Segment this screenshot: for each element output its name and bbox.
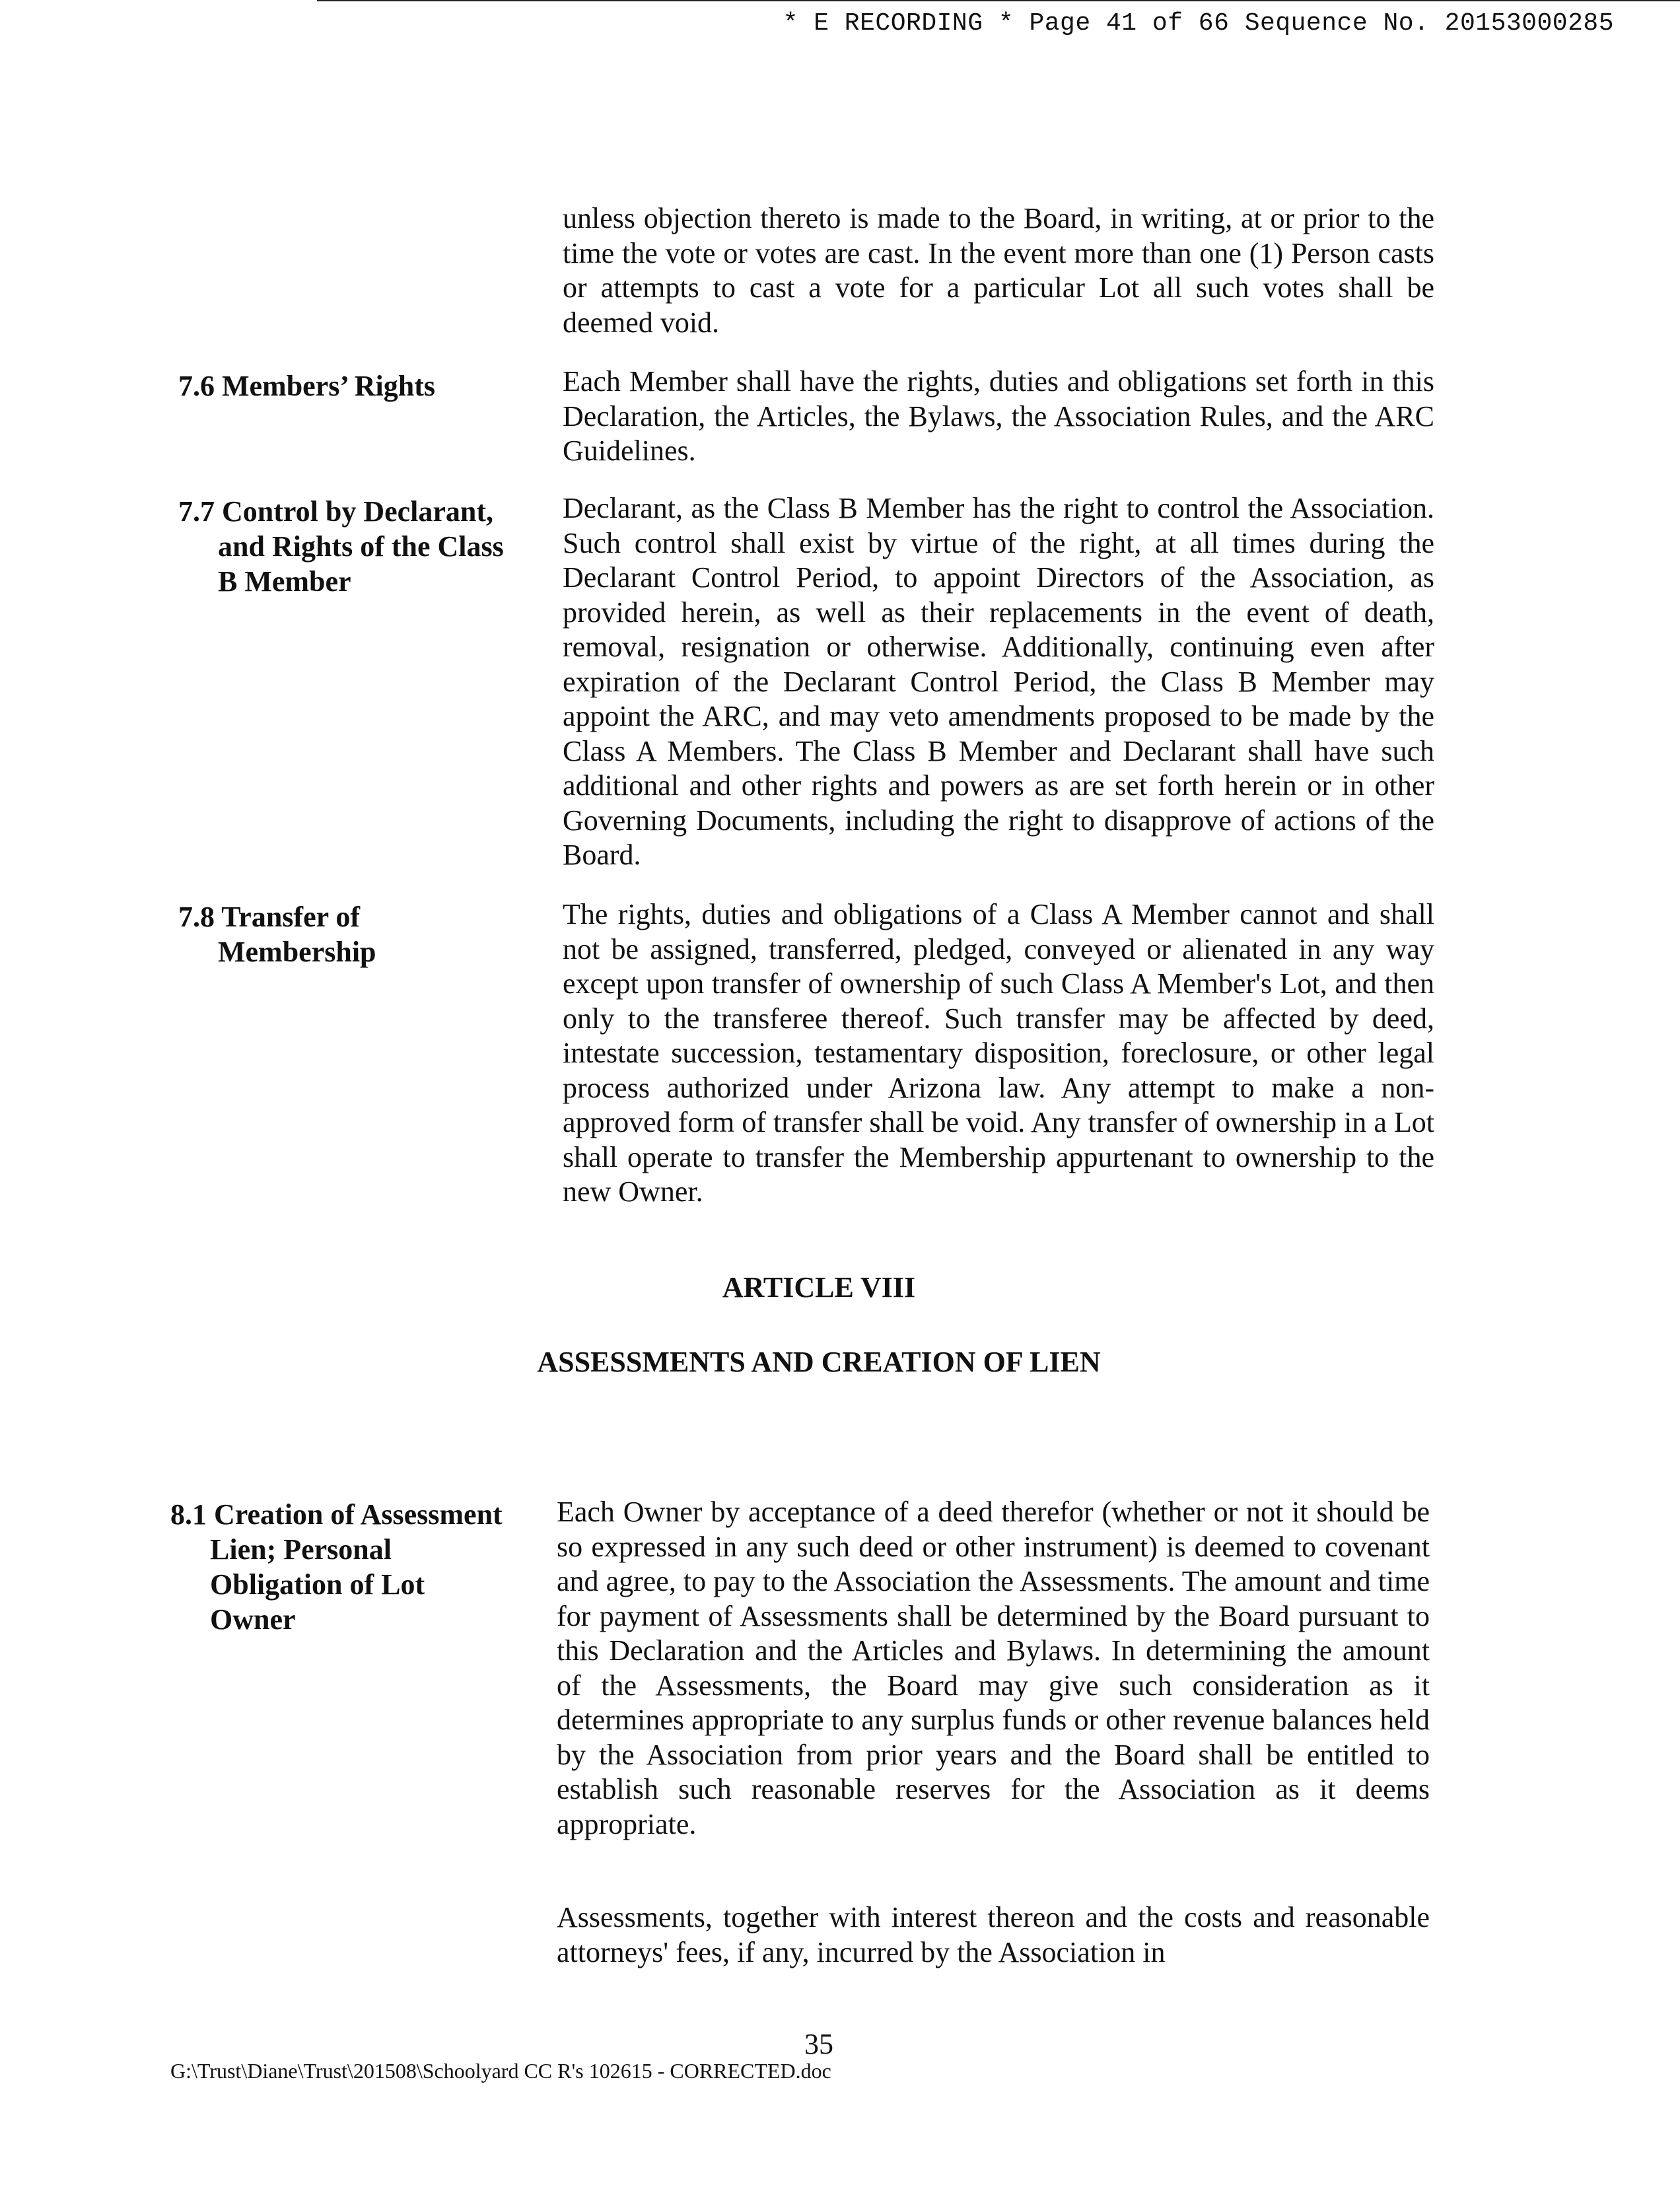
section-8-1-continuation: Assessments, together with interest thereon and the costs and reasonable attorneys' fees, if any, incurred by the Association in xyxy=(557,1901,1430,1968)
section-7-6-heading xyxy=(178,368,535,403)
heading-line: Lien; Personal xyxy=(210,1533,392,1566)
heading-line: Obligation of Lot xyxy=(210,1568,425,1601)
section-8-1-body: Each Owner by acceptance of a deed therefor (whether or not it should be so expressed in any such deed or other instrument) is deemed to covenant and agree, to pay to the Association the Assessments. The amount and time for payment of Assessments shall be determined by the Board pursuant to this Declaration and the Articles and Bylaws. In determining the amount of the Assessments, the Board may give such consideration as it determines appropriate to any surplus funds or other revenue balances held by the Association from prior years and the Board shall be entitled to establish such reasonable reserves for the Association as it deems appropriate. xyxy=(557,1496,1430,1840)
article-number: ARTICLE VIII xyxy=(722,1271,916,1303)
heading-line: and Rights of the Class xyxy=(218,530,504,563)
section-7-7-heading xyxy=(178,494,535,599)
heading-line: B Member xyxy=(218,565,351,598)
page-number: 35 xyxy=(804,2028,833,2060)
top-rule xyxy=(317,0,1680,1)
article-title: ASSESSMENTS AND CREATION OF LIEN xyxy=(537,1346,1101,1378)
section-7-8-body: The rights, duties and obligations of a Class A Member cannot and shall not be assigned, transferred, pledged, conveyed or alienated in any way except upon transfer of ownership of such Class A Member's Lot, and then only to the transferee thereof. Such transfer may be affected by deed, intestate succession, testamentary disposition, foreclosure, or other legal process authorized under Arizona law. Any attempt to make a non-approved form of transfer shall be void. Any transfer of ownership in a Lot shall operate to transfer the Membership appurtenant to ownership to the new Owner. xyxy=(563,898,1434,1208)
heading-line: Owner xyxy=(210,1603,296,1636)
heading-line: 8.1 Creation of Assessment xyxy=(170,1498,503,1531)
section-7-6-body: Each Member shall have the rights, duties and obligations set forth in this Declaration, the Articles, the Bylaws, the Association Rules, and the ARC Guidelines. xyxy=(563,365,1434,467)
heading-line: 7.8 Transfer of xyxy=(178,901,360,933)
section-7-7-body: Declarant, as the Class B Member has the right to control the Association. Such control shall exist by virtue of the right, at all times during the Declarant Control Period, to appoint Directors of the Association, as provided herein, as well as their replacements in the event of death, removal, resignation or otherwise. Additionally, continuing even after expiration of the Declarant Control Period, the Class B Member may appoint the ARC, and may veto amendments proposed to be made by the Class A Members. The Class B Member and Declarant shall have such additional and other rights and powers as are set forth herein or in other Governing Documents, including the right to disapprove of actions of the Board. xyxy=(563,492,1434,871)
section-8-1-heading xyxy=(170,1497,540,1637)
file-path: G:\Trust\Diane\Trust\201508\Schoolyard CC R's 102615 - CORRECTED.doc xyxy=(170,2059,831,2083)
heading-line: 7.7 Control by Declarant, xyxy=(178,495,494,528)
heading-line: 7.6 Members’ Rights xyxy=(178,370,435,402)
heading-line: Membership xyxy=(218,936,376,968)
recording-header: * E RECORDING * Page 41 of 66 Sequence No. 20153000285 xyxy=(783,9,1614,38)
continuation-paragraph: unless objection thereto is made to the Board, in writing, at or prior to the time the vote or votes are cast. In the event more than one (1) Person casts or attempts to cast a vote for a particular Lot all such votes shall be deemed void. xyxy=(563,202,1434,339)
section-7-8-heading xyxy=(178,899,535,969)
